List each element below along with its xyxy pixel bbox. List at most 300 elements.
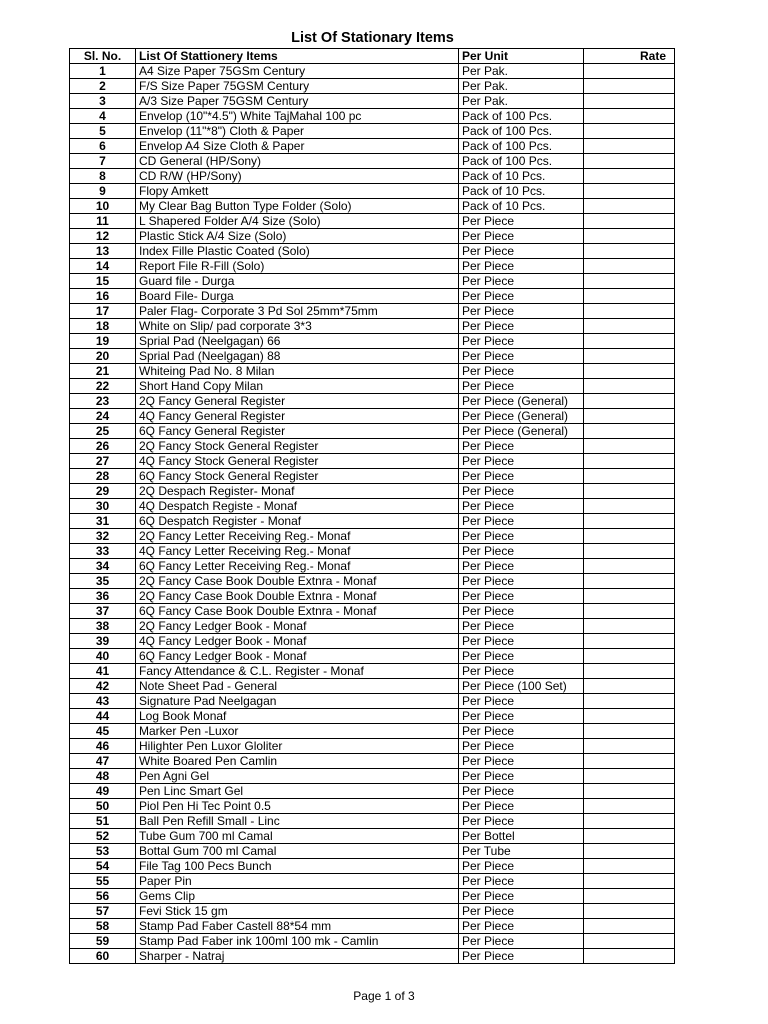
table-row — [70, 184, 675, 199]
table-row — [70, 619, 675, 634]
cell-rate — [584, 364, 675, 379]
cell-rate — [584, 544, 675, 559]
cell-item: Paler Flag- Corporate 3 Pd Sol 25mm*75mm — [136, 304, 459, 319]
cell-rate — [584, 619, 675, 634]
cell-rate — [584, 244, 675, 259]
cell-per-unit: Per Piece — [459, 604, 584, 619]
cell-sl-no: 9 — [70, 184, 136, 199]
table-row — [70, 739, 675, 754]
table-row — [70, 694, 675, 709]
table-row — [70, 289, 675, 304]
cell-item: Whiteing Pad No. 8 Milan — [136, 364, 459, 379]
cell-item: White on Slip/ pad corporate 3*3 — [136, 319, 459, 334]
cell-rate — [584, 814, 675, 829]
cell-rate — [584, 754, 675, 769]
cell-sl-no: 56 — [70, 889, 136, 904]
cell-item: Pen Agni Gel — [136, 769, 459, 784]
cell-sl-no: 13 — [70, 244, 136, 259]
table-row — [70, 154, 675, 169]
cell-rate — [584, 634, 675, 649]
cell-per-unit: Per Piece — [459, 529, 584, 544]
cell-rate — [584, 484, 675, 499]
table-row — [70, 559, 675, 574]
cell-rate — [584, 934, 675, 949]
cell-per-unit: Per Piece — [459, 289, 584, 304]
cell-sl-no: 4 — [70, 109, 136, 124]
cell-rate — [584, 469, 675, 484]
cell-rate — [584, 949, 675, 964]
cell-rate — [584, 919, 675, 934]
cell-item: Flopy Amkett — [136, 184, 459, 199]
cell-per-unit: Per Piece — [459, 814, 584, 829]
cell-per-unit: Per Pak. — [459, 64, 584, 79]
table-row — [70, 169, 675, 184]
cell-per-unit: Pack of 100 Pcs. — [459, 139, 584, 154]
cell-rate — [584, 184, 675, 199]
cell-per-unit: Per Piece — [459, 919, 584, 934]
cell-rate — [584, 829, 675, 844]
cell-per-unit: Per Piece — [459, 799, 584, 814]
cell-per-unit: Per Piece — [459, 754, 584, 769]
cell-item: Fancy Attendance & C.L. Register - Monaf — [136, 664, 459, 679]
table-row — [70, 229, 675, 244]
cell-sl-no: 12 — [70, 229, 136, 244]
cell-per-unit: Per Piece — [459, 694, 584, 709]
table-row — [70, 664, 675, 679]
table-row — [70, 709, 675, 724]
cell-sl-no: 21 — [70, 364, 136, 379]
cell-per-unit: Per Piece — [459, 859, 584, 874]
table-row — [70, 679, 675, 694]
cell-sl-no: 7 — [70, 154, 136, 169]
table-row — [70, 634, 675, 649]
header-rate: Rate — [584, 49, 675, 64]
cell-rate — [584, 499, 675, 514]
table-row — [70, 889, 675, 904]
cell-rate — [584, 514, 675, 529]
cell-per-unit: Per Piece — [459, 874, 584, 889]
cell-per-unit: Per Pak. — [459, 94, 584, 109]
cell-sl-no: 18 — [70, 319, 136, 334]
cell-sl-no: 33 — [70, 544, 136, 559]
table-row — [70, 94, 675, 109]
cell-item: 6Q Fancy Letter Receiving Reg.- Monaf — [136, 559, 459, 574]
table-row — [70, 514, 675, 529]
cell-rate — [584, 769, 675, 784]
cell-sl-no: 20 — [70, 349, 136, 364]
cell-item: Paper Pin — [136, 874, 459, 889]
header-sl-no: Sl. No. — [70, 49, 136, 64]
cell-sl-no: 38 — [70, 619, 136, 634]
table-row — [70, 544, 675, 559]
table-row — [70, 814, 675, 829]
cell-sl-no: 42 — [70, 679, 136, 694]
cell-rate — [584, 409, 675, 424]
table-row — [70, 109, 675, 124]
cell-item: 6Q Fancy Ledger Book - Monaf — [136, 649, 459, 664]
cell-sl-no: 19 — [70, 334, 136, 349]
cell-sl-no: 41 — [70, 664, 136, 679]
cell-sl-no: 54 — [70, 859, 136, 874]
cell-sl-no: 2 — [70, 79, 136, 94]
cell-rate — [584, 709, 675, 724]
table-row — [70, 469, 675, 484]
table-row — [70, 589, 675, 604]
cell-item: A4 Size Paper 75GSm Century — [136, 64, 459, 79]
cell-per-unit: Per Piece — [459, 664, 584, 679]
cell-item: 2Q Fancy Case Book Double Extnra - Monaf — [136, 589, 459, 604]
cell-item: Report File R-Fill (Solo) — [136, 259, 459, 274]
cell-rate — [584, 439, 675, 454]
cell-sl-no: 57 — [70, 904, 136, 919]
cell-per-unit: Per Bottel — [459, 829, 584, 844]
cell-item: L Shapered Folder A/4 Size (Solo) — [136, 214, 459, 229]
cell-item: Envelop A4 Size Cloth & Paper — [136, 139, 459, 154]
cell-item: Stamp Pad Faber Castell 88*54 mm — [136, 919, 459, 934]
table-row — [70, 259, 675, 274]
cell-rate — [584, 454, 675, 469]
cell-per-unit: Per Piece — [459, 229, 584, 244]
cell-rate — [584, 349, 675, 364]
cell-sl-no: 3 — [70, 94, 136, 109]
cell-item: Guard file - Durga — [136, 274, 459, 289]
cell-item: Sprial Pad (Neelgagan) 88 — [136, 349, 459, 364]
cell-per-unit: Pack of 100 Pcs. — [459, 109, 584, 124]
cell-sl-no: 16 — [70, 289, 136, 304]
table-row — [70, 349, 675, 364]
table-row — [70, 244, 675, 259]
cell-sl-no: 31 — [70, 514, 136, 529]
cell-item: A/3 Size Paper 75GSM Century — [136, 94, 459, 109]
table-row — [70, 754, 675, 769]
cell-rate — [584, 784, 675, 799]
cell-item: 6Q Fancy General Register — [136, 424, 459, 439]
cell-rate — [584, 739, 675, 754]
cell-sl-no: 8 — [70, 169, 136, 184]
cell-item: White Boared Pen Camlin — [136, 754, 459, 769]
table-row — [70, 784, 675, 799]
cell-sl-no: 10 — [70, 199, 136, 214]
cell-per-unit: Per Piece — [459, 304, 584, 319]
cell-rate — [584, 889, 675, 904]
cell-per-unit: Per Piece — [459, 559, 584, 574]
cell-item: 4Q Fancy Letter Receiving Reg.- Monaf — [136, 544, 459, 559]
cell-per-unit: Per Piece (General) — [459, 409, 584, 424]
table-row — [70, 724, 675, 739]
cell-rate — [584, 799, 675, 814]
cell-item: Board File- Durga — [136, 289, 459, 304]
table-body — [70, 64, 675, 964]
cell-item: Marker Pen -Luxor — [136, 724, 459, 739]
cell-sl-no: 46 — [70, 739, 136, 754]
cell-item: Plastic Stick A/4 Size (Solo) — [136, 229, 459, 244]
cell-item: Note Sheet Pad - General — [136, 679, 459, 694]
cell-sl-no: 22 — [70, 379, 136, 394]
cell-sl-no: 24 — [70, 409, 136, 424]
table-row — [70, 874, 675, 889]
cell-item: 6Q Fancy Case Book Double Extnra - Monaf — [136, 604, 459, 619]
table-row — [70, 769, 675, 784]
cell-item: CD General (HP/Sony) — [136, 154, 459, 169]
cell-rate — [584, 169, 675, 184]
table-row — [70, 904, 675, 919]
cell-per-unit: Per Piece — [459, 319, 584, 334]
cell-item: Bottal Gum 700 ml Camal — [136, 844, 459, 859]
cell-sl-no: 17 — [70, 304, 136, 319]
cell-item: 6Q Fancy Stock General Register — [136, 469, 459, 484]
cell-sl-no: 53 — [70, 844, 136, 859]
page-footer: Page 1 of 3 — [353, 989, 415, 1003]
cell-item: 6Q Despatch Register - Monaf — [136, 514, 459, 529]
cell-sl-no: 25 — [70, 424, 136, 439]
cell-per-unit: Per Piece — [459, 589, 584, 604]
cell-sl-no: 35 — [70, 574, 136, 589]
cell-item: 2Q Despach Register- Monaf — [136, 484, 459, 499]
cell-sl-no: 29 — [70, 484, 136, 499]
cell-sl-no: 34 — [70, 559, 136, 574]
cell-rate — [584, 274, 675, 289]
cell-rate — [584, 904, 675, 919]
cell-rate — [584, 574, 675, 589]
cell-sl-no: 48 — [70, 769, 136, 784]
cell-per-unit: Per Piece (100 Set) — [459, 679, 584, 694]
cell-rate — [584, 154, 675, 169]
cell-per-unit: Per Piece — [459, 544, 584, 559]
cell-rate — [584, 109, 675, 124]
cell-sl-no: 36 — [70, 589, 136, 604]
cell-sl-no: 49 — [70, 784, 136, 799]
cell-item: Fevi Stick 15 gm — [136, 904, 459, 919]
cell-rate — [584, 679, 675, 694]
cell-per-unit: Per Piece — [459, 274, 584, 289]
cell-rate — [584, 229, 675, 244]
cell-per-unit: Per Piece (General) — [459, 424, 584, 439]
table-row — [70, 529, 675, 544]
cell-item: Piol Pen Hi Tec Point 0.5 — [136, 799, 459, 814]
header-per-unit: Per Unit — [459, 49, 584, 64]
cell-item: 4Q Fancy Stock General Register — [136, 454, 459, 469]
cell-rate — [584, 289, 675, 304]
table-row — [70, 304, 675, 319]
cell-rate — [584, 199, 675, 214]
table-row — [70, 604, 675, 619]
cell-item: Index Fille Plastic Coated (Solo) — [136, 244, 459, 259]
cell-sl-no: 15 — [70, 274, 136, 289]
table-row — [70, 499, 675, 514]
cell-rate — [584, 139, 675, 154]
cell-item: Tube Gum 700 ml Camal — [136, 829, 459, 844]
cell-rate — [584, 94, 675, 109]
cell-rate — [584, 859, 675, 874]
cell-rate — [584, 424, 675, 439]
cell-item: 2Q Fancy Letter Receiving Reg.- Monaf — [136, 529, 459, 544]
cell-per-unit: Per Piece — [459, 469, 584, 484]
table-row — [70, 214, 675, 229]
cell-rate — [584, 304, 675, 319]
cell-sl-no: 44 — [70, 709, 136, 724]
cell-per-unit: Per Piece — [459, 709, 584, 724]
table-row — [70, 394, 675, 409]
cell-item: Log Book Monaf — [136, 709, 459, 724]
table-header-row — [70, 49, 675, 64]
cell-sl-no: 55 — [70, 874, 136, 889]
cell-sl-no: 39 — [70, 634, 136, 649]
cell-item: 2Q Fancy Stock General Register — [136, 439, 459, 454]
table-row — [70, 829, 675, 844]
cell-per-unit: Per Piece — [459, 364, 584, 379]
table-row — [70, 274, 675, 289]
cell-item: Gems Clip — [136, 889, 459, 904]
cell-item: Signature Pad Neelgagan — [136, 694, 459, 709]
cell-per-unit: Per Piece — [459, 739, 584, 754]
cell-sl-no: 37 — [70, 604, 136, 619]
cell-per-unit: Per Piece — [459, 439, 584, 454]
cell-item: Sharper - Natraj — [136, 949, 459, 964]
cell-sl-no: 6 — [70, 139, 136, 154]
cell-sl-no: 23 — [70, 394, 136, 409]
cell-sl-no: 1 — [70, 64, 136, 79]
cell-item: Pen Linc Smart Gel — [136, 784, 459, 799]
cell-item: File Tag 100 Pecs Bunch — [136, 859, 459, 874]
table-row — [70, 934, 675, 949]
cell-rate — [584, 649, 675, 664]
table-row — [70, 859, 675, 874]
cell-rate — [584, 529, 675, 544]
cell-item: 2Q Fancy General Register — [136, 394, 459, 409]
cell-per-unit: Per Piece — [459, 484, 584, 499]
table-row — [70, 484, 675, 499]
table-row — [70, 919, 675, 934]
cell-per-unit: Per Piece — [459, 784, 584, 799]
cell-rate — [584, 79, 675, 94]
cell-sl-no: 32 — [70, 529, 136, 544]
table-row — [70, 139, 675, 154]
cell-rate — [584, 604, 675, 619]
cell-sl-no: 50 — [70, 799, 136, 814]
cell-sl-no: 45 — [70, 724, 136, 739]
cell-item: F/S Size Paper 75GSM Century — [136, 79, 459, 94]
cell-per-unit: Per Pak. — [459, 79, 584, 94]
cell-sl-no: 30 — [70, 499, 136, 514]
cell-sl-no: 40 — [70, 649, 136, 664]
cell-per-unit: Per Piece — [459, 349, 584, 364]
cell-sl-no: 47 — [70, 754, 136, 769]
table-row — [70, 409, 675, 424]
cell-item: 2Q Fancy Ledger Book - Monaf — [136, 619, 459, 634]
cell-per-unit: Pack of 10 Pcs. — [459, 169, 584, 184]
table-row — [70, 649, 675, 664]
cell-rate — [584, 379, 675, 394]
cell-per-unit: Per Piece — [459, 454, 584, 469]
table-row — [70, 439, 675, 454]
cell-per-unit: Per Piece — [459, 634, 584, 649]
table-row — [70, 574, 675, 589]
cell-item: Sprial Pad (Neelgagan) 66 — [136, 334, 459, 349]
cell-sl-no: 26 — [70, 439, 136, 454]
cell-item: 4Q Despatch Registe - Monaf — [136, 499, 459, 514]
cell-item: Hilighter Pen Luxor Gloliter — [136, 739, 459, 754]
table-row — [70, 844, 675, 859]
cell-per-unit: Per Piece — [459, 889, 584, 904]
cell-item: CD R/W (HP/Sony) — [136, 169, 459, 184]
cell-per-unit: Per Piece — [459, 244, 584, 259]
cell-sl-no: 52 — [70, 829, 136, 844]
cell-per-unit: Pack of 100 Pcs. — [459, 124, 584, 139]
cell-rate — [584, 559, 675, 574]
table-row — [70, 64, 675, 79]
table-row — [70, 124, 675, 139]
cell-per-unit: Per Piece — [459, 769, 584, 784]
cell-per-unit: Per Piece — [459, 259, 584, 274]
cell-per-unit: Per Piece (General) — [459, 394, 584, 409]
table-row — [70, 454, 675, 469]
cell-rate — [584, 589, 675, 604]
table-row — [70, 79, 675, 94]
cell-item: Short Hand Copy Milan — [136, 379, 459, 394]
cell-sl-no: 43 — [70, 694, 136, 709]
cell-rate — [584, 214, 675, 229]
cell-per-unit: Per Piece — [459, 724, 584, 739]
table-row — [70, 334, 675, 349]
cell-per-unit: Per Piece — [459, 499, 584, 514]
cell-rate — [584, 394, 675, 409]
cell-rate — [584, 874, 675, 889]
cell-item: My Clear Bag Button Type Folder (Solo) — [136, 199, 459, 214]
cell-sl-no: 59 — [70, 934, 136, 949]
cell-per-unit: Per Piece — [459, 619, 584, 634]
cell-sl-no: 11 — [70, 214, 136, 229]
cell-item: 2Q Fancy Case Book Double Extnra - Monaf — [136, 574, 459, 589]
cell-per-unit: Pack of 100 Pcs. — [459, 154, 584, 169]
cell-item: 4Q Fancy Ledger Book - Monaf — [136, 634, 459, 649]
cell-rate — [584, 334, 675, 349]
cell-per-unit: Pack of 10 Pcs. — [459, 184, 584, 199]
table-row — [70, 199, 675, 214]
cell-sl-no: 27 — [70, 454, 136, 469]
cell-sl-no: 51 — [70, 814, 136, 829]
cell-per-unit: Per Piece — [459, 904, 584, 919]
cell-sl-no: 60 — [70, 949, 136, 964]
cell-item: Envelop (10"*4.5") White TajMahal 100 pc — [136, 109, 459, 124]
cell-per-unit: Per Piece — [459, 934, 584, 949]
cell-per-unit: Per Piece — [459, 514, 584, 529]
cell-rate — [584, 64, 675, 79]
cell-sl-no: 58 — [70, 919, 136, 934]
cell-rate — [584, 724, 675, 739]
table-row — [70, 949, 675, 964]
cell-per-unit: Per Tube — [459, 844, 584, 859]
cell-sl-no: 14 — [70, 259, 136, 274]
cell-per-unit: Per Piece — [459, 949, 584, 964]
table-row — [70, 424, 675, 439]
stationery-table — [69, 48, 675, 964]
cell-item: 4Q Fancy General Register — [136, 409, 459, 424]
cell-per-unit: Per Piece — [459, 379, 584, 394]
page-title: List Of Stationary Items — [291, 30, 454, 46]
table-row — [70, 319, 675, 334]
cell-per-unit: Per Piece — [459, 334, 584, 349]
cell-rate — [584, 664, 675, 679]
cell-rate — [584, 259, 675, 274]
cell-item: Envelop (11"*8") Cloth & Paper — [136, 124, 459, 139]
cell-rate — [584, 694, 675, 709]
cell-rate — [584, 124, 675, 139]
cell-sl-no: 5 — [70, 124, 136, 139]
table-row — [70, 799, 675, 814]
cell-per-unit: Per Piece — [459, 649, 584, 664]
cell-per-unit: Per Piece — [459, 574, 584, 589]
cell-per-unit: Pack of 10 Pcs. — [459, 199, 584, 214]
